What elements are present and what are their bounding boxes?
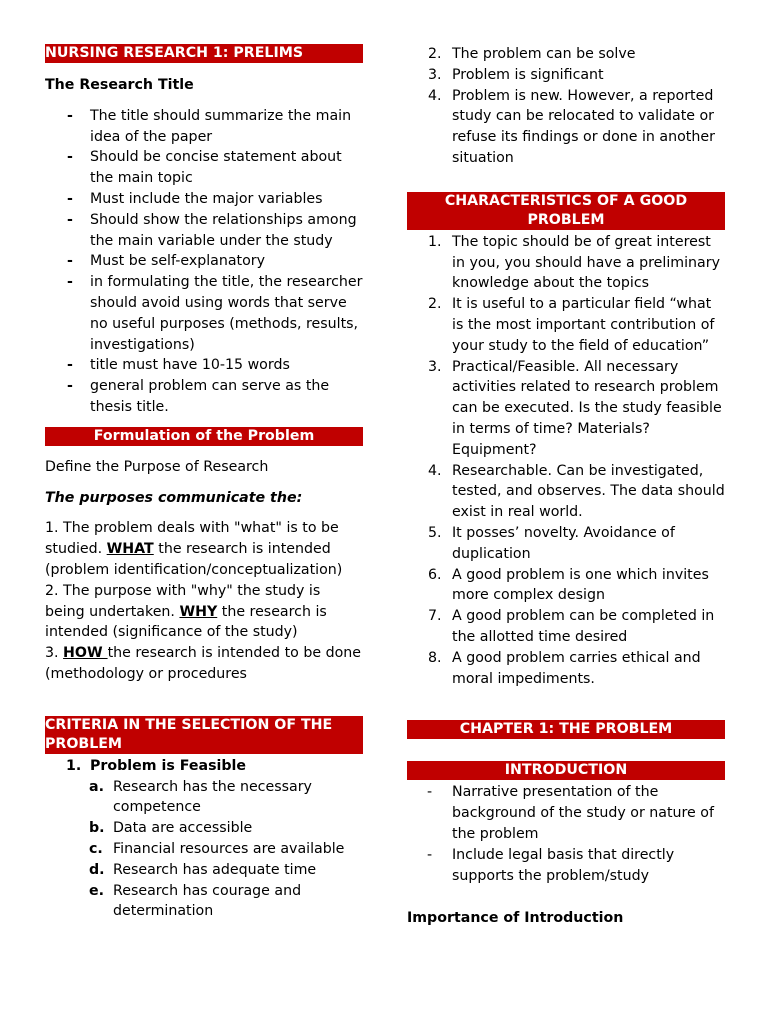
header-bar: NURSING RESEARCH 1: PRELIMS [45, 44, 363, 63]
list-item [45, 777, 363, 819]
list-marker: - [67, 149, 73, 166]
list-item [407, 86, 725, 169]
list-marker: 6. [428, 566, 442, 583]
list-item [407, 648, 725, 690]
list-item [407, 294, 725, 356]
list-item-text: Include legal basis that directly supports the problem/study [452, 846, 675, 884]
list-item-text: The problem can be solve [452, 46, 636, 62]
list-item [45, 189, 363, 210]
list-item [407, 44, 725, 65]
criteria-continued-list [407, 44, 725, 169]
list-item [407, 565, 725, 607]
list-item-text: Research has adequate time [113, 861, 317, 878]
list-marker: - [67, 211, 73, 228]
list-item [45, 860, 363, 881]
list-item-text: The topic should be of great interest in you, you should have a preliminary knowledge about the topics [452, 233, 720, 292]
list-marker: 4. [428, 462, 442, 479]
list-marker: 3. [428, 66, 442, 83]
list-marker: - [67, 107, 73, 124]
what-keyword: WHAT [106, 541, 154, 558]
formulation-bar: Formulation of the Problem [45, 427, 363, 446]
list-marker: 4. [428, 87, 442, 104]
list-marker: - [67, 274, 73, 291]
list-item-text: Researchable. Can be investigated, tested, and observes. The data should exist in real world. [452, 462, 725, 521]
list-marker: e. [89, 882, 105, 899]
list-marker: - [67, 253, 73, 270]
purposes-paragraph: 1. The problem deals with "what" is to be studied. WHAT the research is intended (problem identification/conceptualization) 2. The purpose with "why" the study is being undertaken. WHY the research is intended (significance of the study) 3. HOW the research is intended to be done (methodology or procedures [45, 520, 361, 682]
list-item [45, 881, 363, 923]
list-item-text: It posses’ novelty. Avoidance of duplication [452, 524, 675, 562]
list-marker: - [67, 357, 73, 374]
list-item-text: Problem is significant [452, 66, 604, 83]
list-item-text: Should show the relationships among the main variable under the study [90, 211, 357, 249]
introduction-bar: INTRODUCTION [407, 761, 725, 780]
list-item [407, 606, 725, 648]
list-item-text: in formulating the title, the researcher should avoid using words that serve no useful purposes (methods, results, investigations) [90, 274, 363, 353]
list-item [407, 845, 725, 887]
list-item [407, 523, 725, 565]
list-marker: 1. [428, 233, 442, 250]
left-column [45, 44, 363, 922]
list-item-text: Must be self-explanatory [90, 253, 266, 270]
list-item [45, 147, 363, 189]
list-item [407, 357, 725, 461]
list-item [407, 782, 725, 844]
list-marker: b. [89, 820, 105, 837]
list-item-text: Data are accessible [113, 820, 253, 837]
list-item [45, 210, 363, 252]
feasible-sublist [45, 777, 363, 923]
list-marker: 7. [428, 608, 442, 625]
list-marker: 3. [428, 358, 442, 375]
list-item-text: Research has the necessary competence [113, 778, 312, 816]
characteristics-bar: CHARACTERISTICS OF A GOOD PROBLEM [407, 192, 725, 230]
list-item [45, 839, 363, 860]
list-item [407, 232, 725, 294]
list-item-text: A good problem can be completed in the allotted time desired [452, 608, 715, 645]
how-keyword: HOW [63, 645, 108, 662]
introduction-list [407, 782, 725, 886]
purposes-heading: The purposes communicate the: [45, 489, 303, 506]
list-marker: - [67, 378, 73, 395]
define-purpose-text: Define the Purpose of Research [45, 458, 269, 475]
list-item [45, 355, 363, 376]
list-item-text: Problem is new. However, a reported study can be relocated to validate or refuse its findings or done in another situation [452, 87, 715, 166]
list-item [407, 461, 725, 523]
criteria-list [45, 756, 363, 777]
list-item-text: A good problem carries ethical and moral impediments. [452, 649, 701, 687]
list-item-text: Research has courage and determination [113, 882, 302, 920]
list-marker: c. [89, 840, 103, 857]
list-item-text: Narrative presentation of the background of the study or nature of the problem [452, 784, 714, 842]
list-marker: - [427, 846, 433, 863]
list-item-text: A good problem is one which invites more complex design [452, 566, 709, 604]
list-item [407, 65, 725, 86]
list-marker: 2. [428, 296, 442, 313]
characteristics-list [407, 232, 725, 690]
list-item-text: Should be concise statement about the main topic [90, 149, 342, 187]
list-item [45, 106, 363, 148]
list-marker: 8. [428, 649, 442, 666]
chapter-bar: CHAPTER 1: THE PROBLEM [407, 720, 725, 739]
list-item-text: Financial resources are available [113, 840, 345, 857]
list-marker: a. [89, 778, 104, 795]
list-item [45, 376, 363, 418]
list-marker: - [67, 190, 73, 207]
list-item [45, 251, 363, 272]
list-item-text: general problem can serve as the thesis title. [90, 378, 330, 415]
list-item-text: It is useful to a particular field “what is the most important contribution of your study to the field of education” [452, 296, 715, 354]
list-item: 1. Problem is Feasible [66, 757, 247, 774]
title-guidelines-list [45, 106, 363, 418]
list-marker: - [427, 784, 433, 801]
list-marker: 2. [428, 46, 442, 62]
list-marker: d. [89, 861, 105, 878]
criteria-bar: CRITERIA IN THE SELECTION OF THE PROBLEM [45, 716, 363, 754]
list-item-text: Practical/Feasible. All necessary activities related to research problem can be executed. Is the study feasible in terms of time? Materials? Equipment? [452, 358, 722, 458]
list-item-text: Must include the major variables [90, 190, 323, 207]
list-item-text: title must have 10-15 words [90, 357, 290, 374]
list-item [45, 818, 363, 839]
why-keyword: WHY [179, 603, 218, 620]
importance-heading: Importance of Introduction [407, 910, 624, 927]
research-title-heading: The Research Title [45, 77, 194, 93]
right-column [407, 44, 725, 929]
list-item-text: The title should summarize the main idea of the paper [90, 107, 352, 145]
list-marker: 5. [428, 524, 442, 541]
list-item [45, 272, 363, 355]
